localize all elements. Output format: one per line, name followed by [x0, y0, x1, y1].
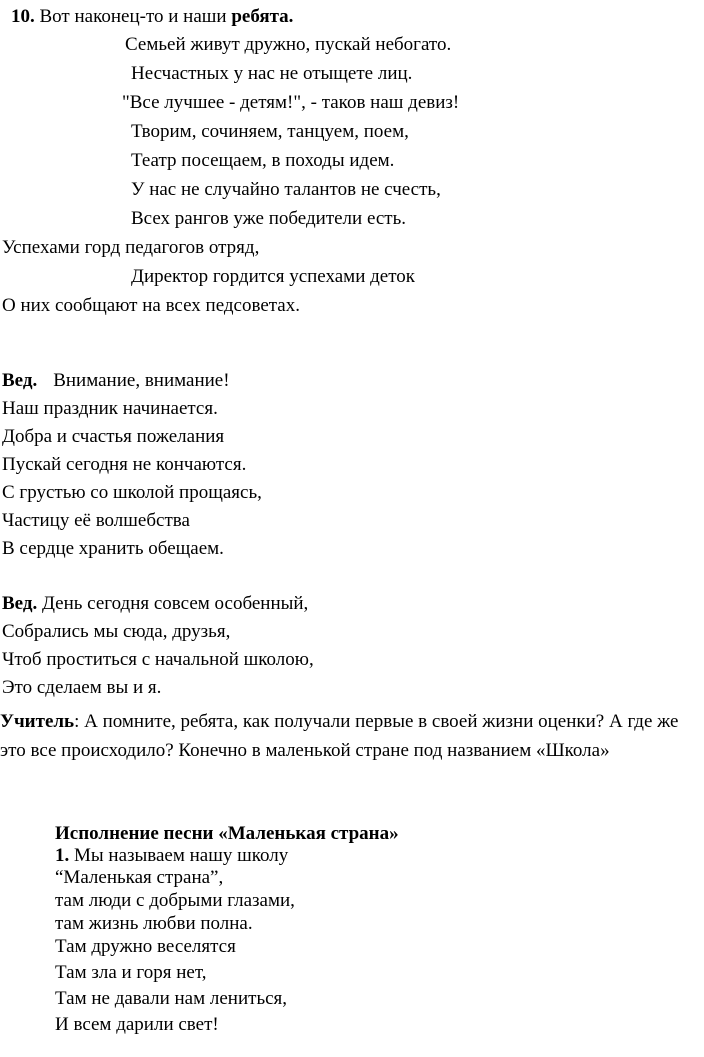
host1-line: Добра и счастья пожелания [2, 426, 225, 447]
host1-first-text: Внимание, внимание! [53, 370, 230, 391]
section-10-heading [11, 6, 293, 28]
song-line: Там зла и горя нет, [55, 962, 207, 983]
host1-line: Наш праздник начинается. [2, 398, 218, 419]
teacher-text: : А помните, ребята, как получали первые в своей жизни оценки? А где же это все происходило? Конечно в маленькой стране под названием «Школа» [0, 711, 679, 761]
section-intro-bold: ребята. [231, 6, 294, 27]
host2-line: Собрались мы сюда, друзья, [2, 621, 231, 642]
verse-line: У нас не случайно талантов не счесть, [131, 179, 441, 200]
host2-speaker: Вед. [2, 593, 38, 614]
song-line: И всем дарили свет! [55, 1014, 219, 1035]
host2-line: Это сделаем вы и я. [2, 677, 162, 698]
host1-speaker: Вед. [2, 370, 38, 391]
host1-first-line [2, 370, 230, 392]
song-first-line [55, 845, 288, 867]
verse-line-pedagogues: Успехами горд педагогов отряд, [2, 237, 260, 258]
song-first-text: Мы называем нашу школу [69, 845, 289, 866]
song-title: Исполнение песни «Маленькая страна» [55, 823, 399, 844]
host1-line: В сердце хранить обещаем. [2, 538, 224, 559]
host1-line: С грустью со школой прощаясь, [2, 482, 262, 503]
verse-line-director: Директор гордится успехами деток [131, 266, 415, 287]
verse-line: "Все лучшее - детям!", - таков наш девиз! [122, 92, 460, 113]
song-verse-number: 1. [55, 845, 70, 866]
song-line: там жизнь любви полна. [55, 913, 253, 934]
song-line: там люди с добрыми глазами, [55, 890, 295, 911]
verse-line-councils: О них сообщают на всех педсоветах. [2, 295, 300, 316]
host1-line: Частицу её волшебства [2, 510, 190, 531]
verse-line: Театр посещаем, в походы идем. [131, 150, 395, 171]
host2-first-text: День сегодня совсем особенный, [37, 593, 309, 614]
verse-line: Всех рангов уже победители есть. [131, 208, 407, 229]
verse-line: Семьей живут дружно, пускай небогато. [125, 34, 452, 55]
verse-line: Несчастных у нас не отыщете лиц. [131, 63, 413, 84]
song-line: “Маленькая страна”, [55, 867, 224, 888]
teacher-paragraph [0, 707, 700, 765]
song-line: Там не давали нам лениться, [55, 988, 288, 1009]
song-line: Там дружно веселятся [55, 936, 236, 957]
verse-line: Творим, сочиняем, танцуем, поем, [131, 121, 409, 142]
section-intro-text: Вот наконец-то и наши [34, 6, 232, 27]
section-number: 10. [11, 6, 35, 27]
host1-line: Пускай сегодня не кончаются. [2, 454, 247, 475]
teacher-speaker: Учитель [0, 711, 75, 732]
host2-first-line [2, 593, 308, 615]
host2-line: Чтоб проститься с начальной школою, [2, 649, 314, 670]
